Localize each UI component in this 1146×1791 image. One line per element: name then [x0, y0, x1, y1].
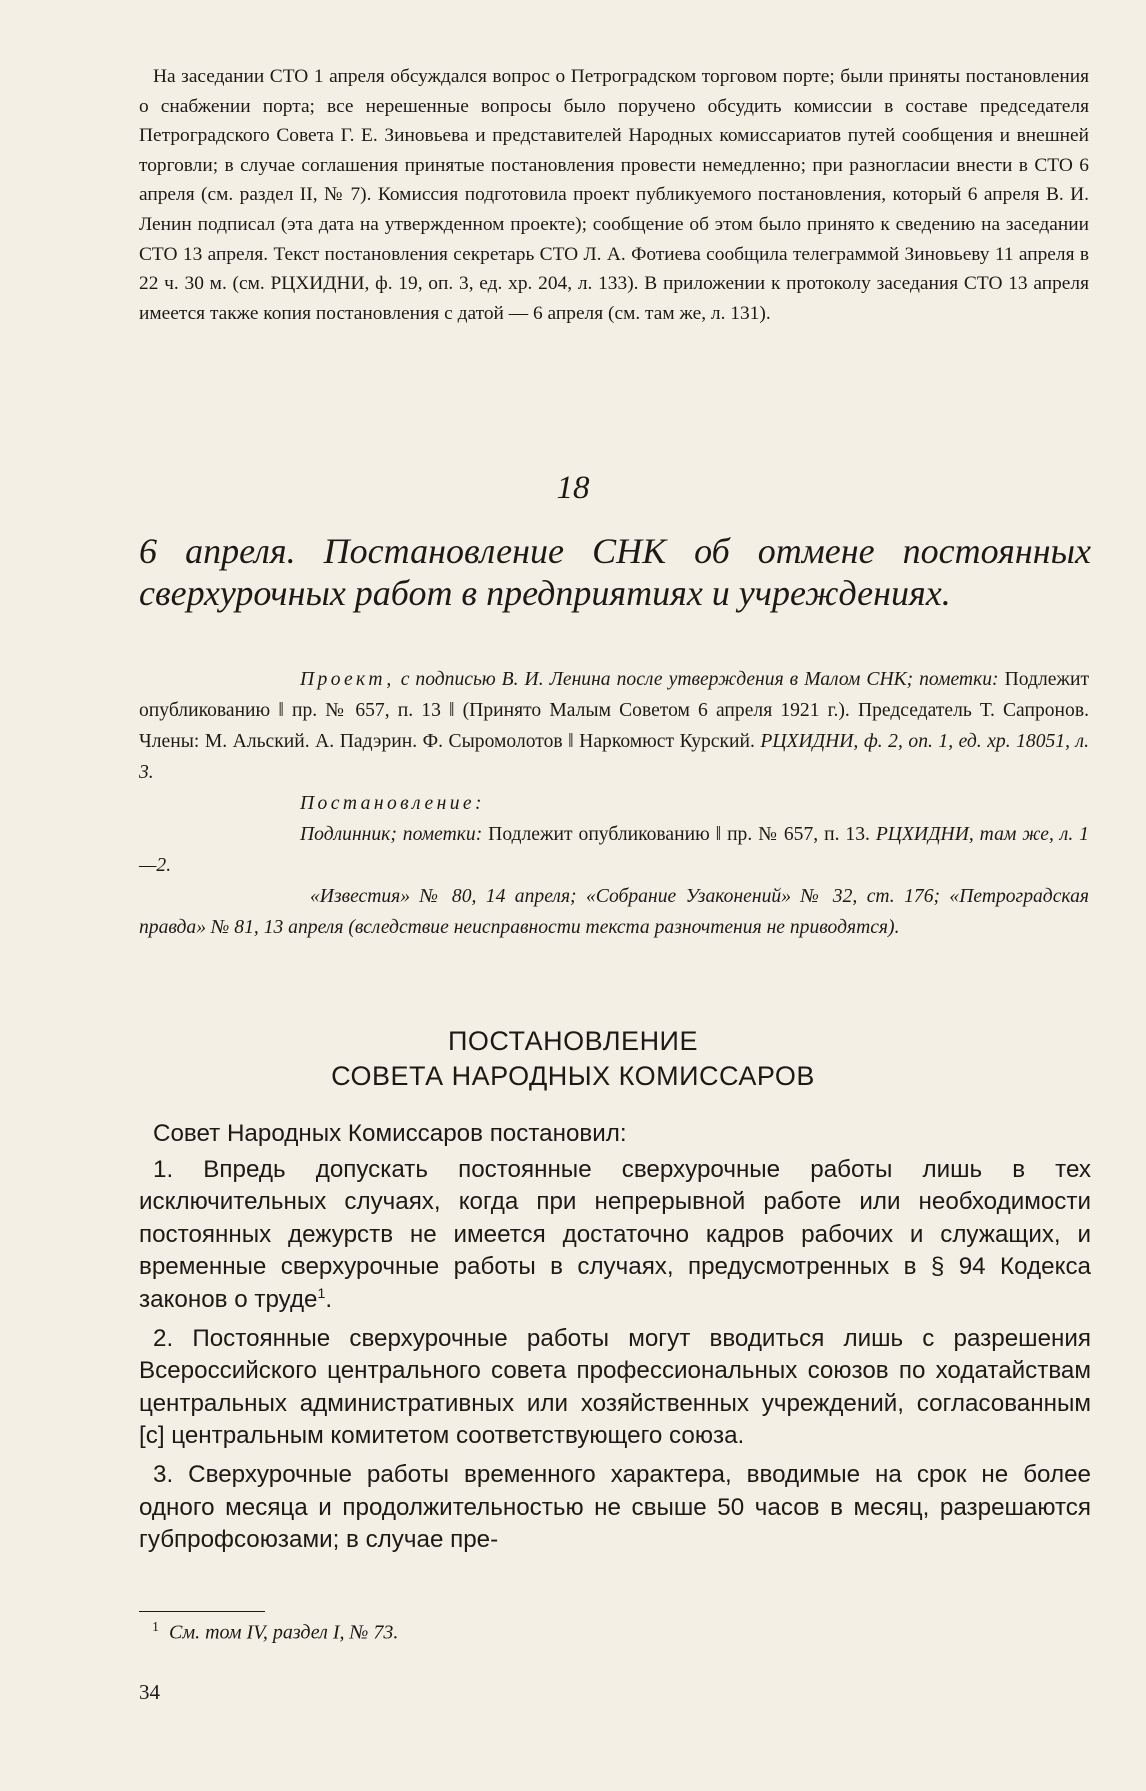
- original-description: [139, 819, 1089, 881]
- footnote-text: См. том IV, раздел I, № 73.: [169, 1621, 399, 1644]
- editorial-note: На заседании СТО 1 апреля обсуждался вопрос о Петроградском торговом порте; были приняты постановления о снабжении порта; все нерешенные вопросы было поручено обсудить комиссии в составе председателя Петроградского Совета Г. Е. Зиновьева и представителей Народных комиссариатов путей сообщения и внешней торговли; в случае соглашения принятые постановления провести немедленно; при разногласии внести в СТО 6 апреля (см. раздел II, № 7). Комиссия подготовила проект публикуемого постановления, который 6 апреля В. И. Ленин подписал (эта дата на утвержденном проекте); сообщение об этом было принято к сведению на заседании СТО 13 апреля. Текст постановления секретарь СТО Л. А. Фотиева сообщила телеграммой Зиновьеву 11 апреля в 22 ч. 30 м. (см. РЦХИДНИ, ф. 19, оп. 3, ед. хр. 204, л. 133). В приложении к протоколу заседания СТО 13 апреля имеется также копия постановления с датой — 6 апреля (см. там же, л. 131).: [139, 66, 1089, 324]
- draft-description: [139, 664, 1089, 788]
- document-title: 6 апреля. Постановление СНК об отмене постоянных сверхурочных работ в предприятиях и учреждениях.: [139, 531, 1091, 613]
- footnote-divider: [139, 1611, 265, 1612]
- heading-line-2: СОВЕТА НАРОДНЫХ КОМИССАРОВ: [331, 1061, 815, 1091]
- original-archive: РЦХИДНИ, там же, л. 1—2.: [139, 824, 1089, 876]
- document-number: 18: [556, 470, 590, 506]
- original-label: Подлинник; пометки:: [300, 824, 483, 845]
- resolution-intro: Совет Народных Комиссаров постановил:: [153, 1120, 627, 1147]
- draft-archive: РЦХИДНИ, ф. 2, оп. 1, ед. хр. 18051, л. 3.: [139, 731, 1089, 783]
- point-1-end: .: [325, 1285, 333, 1313]
- resolution-point-3: 3. Сверхурочные работы временного характера, вводимые на срок не более одного месяца и продолжительностью не свыше 50 часов в месяц, разрешаются губпрофсоюзами; в случае пре-: [139, 1460, 1091, 1554]
- resolution-label: Постановление:: [300, 793, 485, 814]
- point-1-text: 1. Впредь допускать постоянные сверхурочные работы лишь в тех исключительных случаях, когда при непрерывной работе или необходимости постоянных дежурств не имеется достаточно кадров рабочих и служащих, и временные сверхурочные работы в случаях, предусмотренных в § 94 Кодекса законов о труде: [139, 1155, 1091, 1313]
- heading-line-1: ПОСТАНОВЛЕНИЕ: [448, 1026, 698, 1056]
- draft-label: Проект,: [300, 669, 395, 690]
- footnote-ref: 1: [317, 1284, 326, 1301]
- footnote: [152, 1620, 398, 1645]
- resolution-label-line: [139, 788, 1089, 819]
- draft-desc: с подписью В. И. Ленина после утверждения в Малом СНК; пометки:: [400, 669, 999, 690]
- archival-description: [139, 664, 1089, 943]
- draft-notes: Подлежит опубликованию ‖ пр. № 657, п. 13 ‖ (Принято Малым Советом 6 апреля 1921 г.). Председатель Т. Сапронов. Члены: М. Альский. А. Падэрин. Ф. Сыромолотов ‖ Наркомюст Курский.: [139, 669, 1090, 752]
- footnote-number: 1: [152, 1620, 159, 1635]
- resolution-heading: [0, 1024, 1146, 1094]
- resolution-body: [139, 1118, 1091, 1563]
- original-notes: Подлежит опубликованию ‖ пр. № 657, п. 13.: [488, 824, 870, 845]
- publication-sources: «Известия» № 80, 14 апреля; «Собрание Узаконений» № 32, ст. 176; «Петроградская правда» № 81, 13 апреля (вследствие неисправности текста разночтения не приводятся).: [139, 886, 1089, 938]
- resolution-point-1: [139, 1154, 1091, 1317]
- resolution-point-2: 2. Постоянные сверхурочные работы могут вводиться лишь с разрешения Всероссийского центрального совета профессиональных союзов по ходатайствам центральных административных или хозяйственных учреждений, согласованным [с] центральным комитетом соответствующего союза.: [139, 1324, 1091, 1450]
- page-number: 34: [139, 1680, 160, 1704]
